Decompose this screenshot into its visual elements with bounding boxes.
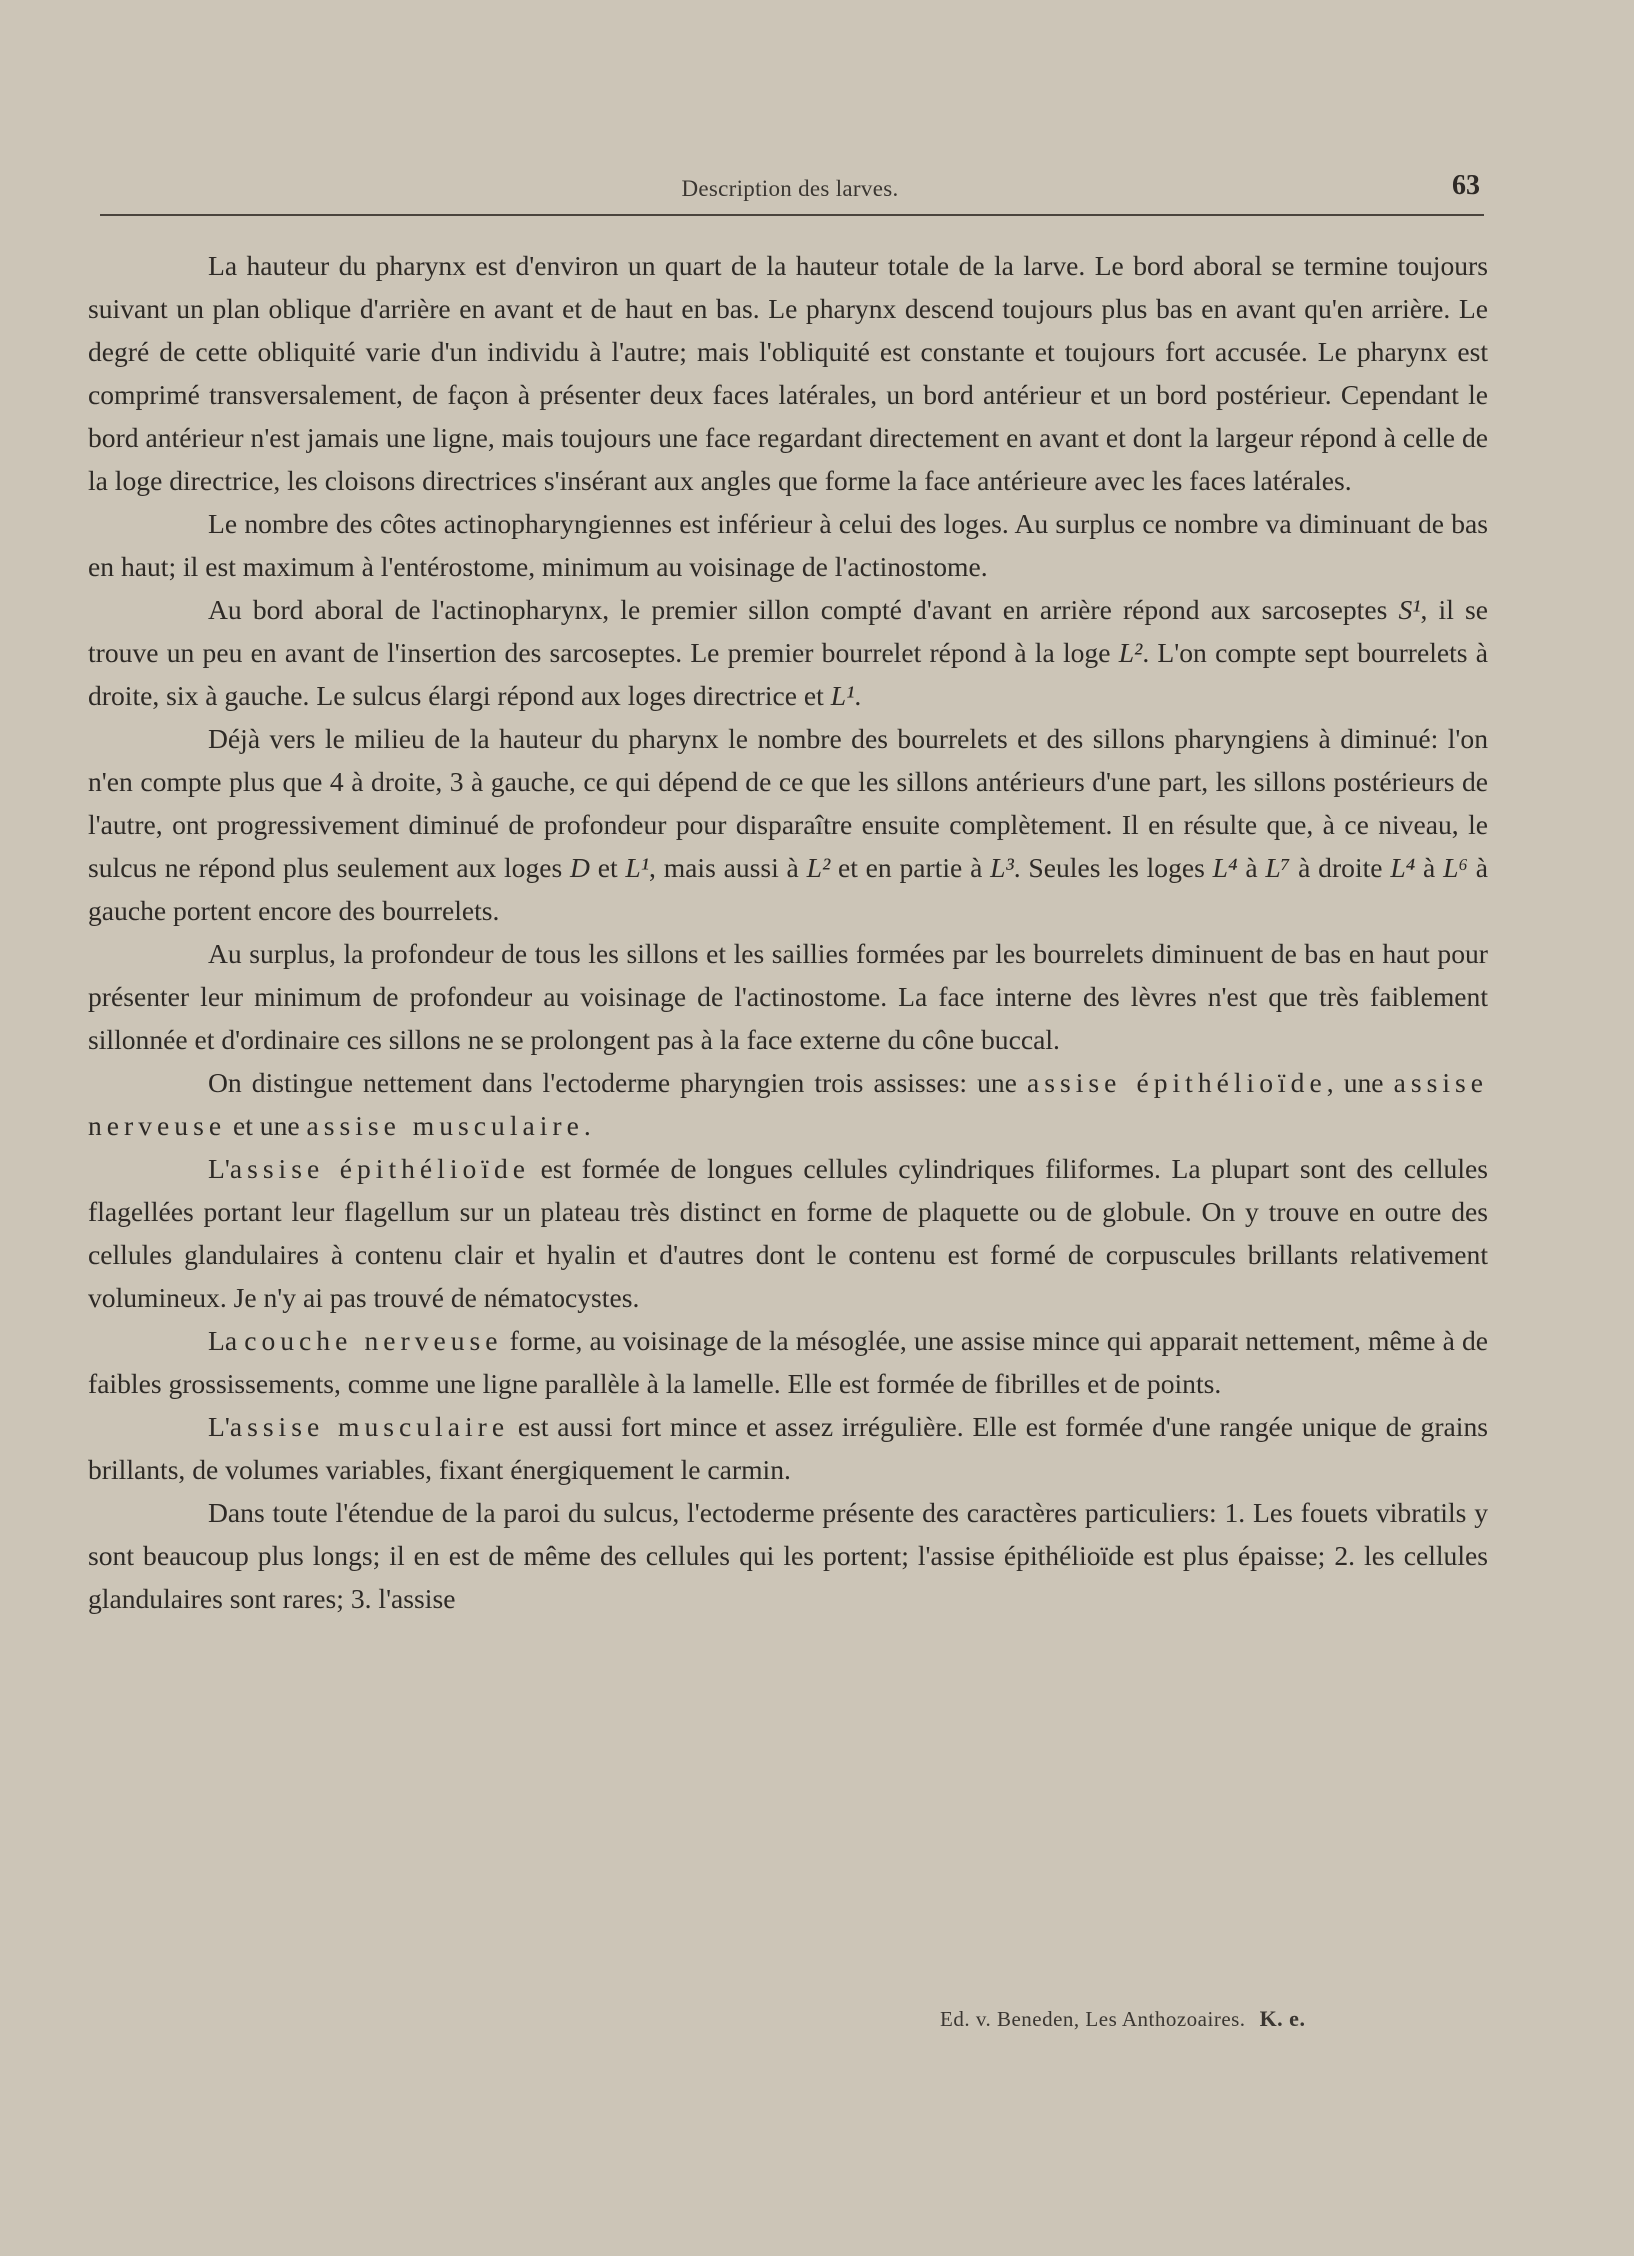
symbol: L² bbox=[1118, 637, 1143, 668]
text-run: . bbox=[854, 680, 862, 711]
text-run: Au surplus, la profondeur de tous les sillons et les saillies formées par les bourrelets diminuent de bas en haut pour présenter leur minimum de profondeur au voisinage de l'actinostome. La face interne des lèvres n'est que très faiblement sillonnée et d'ordinaire ces sillons ne se prolongent pas à la face externe du cône buccal. bbox=[88, 938, 1488, 1055]
symbol: S¹ bbox=[1398, 594, 1421, 625]
text-run: est formée de longues cellules cylindriques filiformes. La plupart sont des cellules flagellées portant leur flagellum sur un plateau très distinct en forme de plaquette ou de globule. On y trouve en outre des cellules glandulaires à contenu clair et hyalin et d'autres dont le contenu est formé de corpuscules brillants relativement volumineux. Je n'y ai pas trouvé de nématocystes. bbox=[88, 1153, 1488, 1313]
symbol: L⁴ bbox=[1390, 852, 1416, 883]
text-run: est aussi fort mince et assez irrégulière. Elle est formée d'une rangée unique de grains brillants, de volumes variables, fixant énergiquement le carmin. bbox=[88, 1411, 1488, 1485]
spaced-term: assise épithélioïde bbox=[1027, 1067, 1327, 1098]
symbol: L³ bbox=[990, 852, 1014, 883]
spaced-term: assise nerveuse bbox=[88, 1067, 1488, 1141]
spaced-term: assise musculaire bbox=[306, 1110, 584, 1141]
header-rule bbox=[100, 214, 1484, 216]
text-run: , il se trouve un peu en avant de l'insertion des sarcoseptes. Le premier bourrelet répond à la loge bbox=[88, 594, 1488, 668]
paragraph bbox=[88, 1319, 1488, 1405]
text-run: forme, au voisinage de la mésoglée, une assise mince qui apparait nettement, même à de faibles grossissements, comme une ligne parallèle à la lamelle. Elle est formée de fibrilles et de points. bbox=[88, 1325, 1488, 1399]
paragraph bbox=[88, 1147, 1488, 1319]
symbol: L⁴ bbox=[1212, 852, 1238, 883]
text-run: Déjà vers le milieu de la hauteur du pharynx le nombre des bourrelets et des sillons pharyngiens à diminué: l'on n'en compte plus que 4 à droite, 3 à gauche, ce qui dépend de ce que les sillons antérieurs d'une part, les sillons postérieurs de l'autre, ont progressivement diminué de profondeur pour disparaître ensuite complètement. Il en résulte que, à ce niveau, le sulcus ne répond plus seulement aux loges bbox=[88, 723, 1488, 883]
spaced-term: couche nerveuse bbox=[244, 1325, 503, 1356]
spaced-term: assise épithélioïde bbox=[229, 1153, 531, 1184]
paragraph bbox=[88, 1491, 1488, 1620]
text-run: . L'on compte sept bourrelets à droite, six à gauche. Le sulcus élargi répond aux loges directrice et bbox=[88, 637, 1488, 711]
paragraph bbox=[88, 588, 1488, 717]
symbol: D bbox=[570, 852, 590, 883]
text-run: , une bbox=[1326, 1067, 1394, 1098]
text-run: Dans toute l'étendue de la paroi du sulcus, l'ectoderme présente des caractères particuliers: 1. Les fouets vibratils y sont beaucoup plus longs; il en est de même des cellules qui les portent; l'assise épithélioïde est plus épaisse; 2. les cellules glandulaires sont rares; 3. l'assise bbox=[88, 1497, 1488, 1614]
text-run: à droite bbox=[1290, 852, 1391, 883]
text-run: . bbox=[583, 1110, 591, 1141]
text-run: et en partie à bbox=[830, 852, 991, 883]
text-run: Le nombre des côtes actinopharyngiennes est inférieur à celui des loges. Au surplus ce nombre va diminuant de bas en haut; il est maximum à l'entérostome, minimum au voisinage de l'actinostome. bbox=[88, 508, 1488, 582]
symbol: L¹ bbox=[830, 680, 855, 711]
symbol: L⁷ bbox=[1265, 852, 1291, 883]
symbol: L⁶ bbox=[1443, 852, 1469, 883]
text-run: à gauche portent encore des bourrelets. bbox=[88, 852, 1489, 926]
text-run: La hauteur du pharynx est d'environ un quart de la hauteur totale de la larve. Le bord aboral se termine toujours suivant un plan oblique d'arrière en avant et de haut en bas. Le pharynx descend toujours plus bas en avant qu'en arrière. Le degré de cette obliquité varie d'un individu à l'autre; mais l'obliquité est constante et toujours fort accusée. Le pharynx est comprimé transversalement, de façon à présenter deux faces latérales, un bord antérieur et un bord postérieur. Cependant le bord antérieur n'est jamais une ligne, mais toujours une face regardant directement en avant et dont la largeur répond à celle de la loge directrice, les cloisons directrices s'insérant aux angles que forme la face antérieure avec les faces latérales. bbox=[88, 250, 1488, 496]
body-text bbox=[88, 244, 1488, 1620]
paragraph bbox=[88, 1061, 1488, 1147]
text-run: L' bbox=[208, 1411, 230, 1442]
text-run: . Seules les loges bbox=[1013, 852, 1213, 883]
text-run: à bbox=[1237, 852, 1266, 883]
paragraph bbox=[88, 932, 1488, 1061]
symbol: L¹ bbox=[625, 852, 650, 883]
running-title: Description des larves. bbox=[681, 176, 899, 201]
spaced-term: assise musculaire bbox=[229, 1411, 510, 1442]
running-head bbox=[100, 170, 1480, 210]
text-run: La bbox=[208, 1325, 245, 1356]
text-run: Au bord aboral de l'actinopharynx, le premier sillon compté d'avant en arrière répond aux sarcoseptes bbox=[208, 594, 1399, 625]
page-number: 63 bbox=[1452, 170, 1480, 201]
text-run: à bbox=[1415, 852, 1444, 883]
signature-mark: K. e. bbox=[1259, 2006, 1306, 2031]
symbol: L² bbox=[806, 852, 831, 883]
paragraph bbox=[88, 244, 1488, 502]
paragraph bbox=[88, 1405, 1488, 1491]
text-run: , mais aussi à bbox=[649, 852, 807, 883]
text-run: et une bbox=[226, 1110, 307, 1141]
text-run: L' bbox=[208, 1153, 230, 1184]
footer-text: Ed. v. Beneden, Les Anthozoaires. bbox=[940, 2007, 1246, 2031]
paragraph bbox=[88, 502, 1488, 588]
text-run: et bbox=[589, 852, 626, 883]
paragraph bbox=[88, 717, 1488, 932]
text-run: On distingue nettement dans l'ectoderme pharyngien trois assisses: une bbox=[208, 1067, 1027, 1098]
footer-signature bbox=[940, 2006, 1305, 2032]
